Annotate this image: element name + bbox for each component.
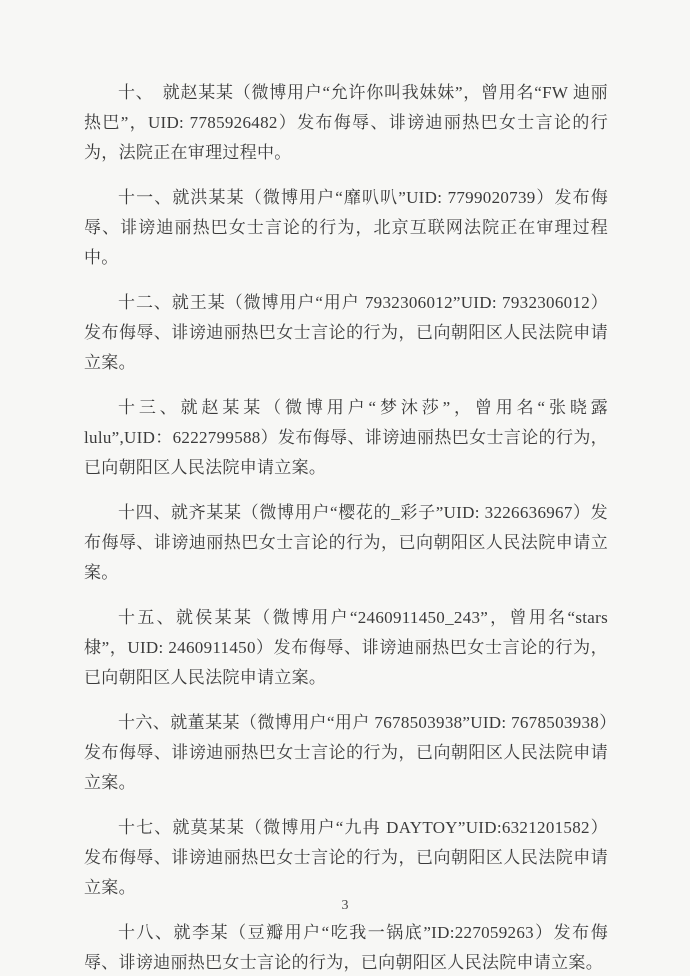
- list-item-14: 十四、就齐某某（微博用户“樱花的_彩子”UID: 3226636967）发布侮辱、诽谤迪丽热巴女士言论的行为，已向朝阳区人民法院申请立案。: [84, 503, 608, 582]
- page-number: 3: [341, 898, 349, 913]
- list-item-17: 十七、就莫某某（微博用户“九冉 DAYTOY”UID:6321201582）发布侮辱、诽谤迪丽热巴女士言论的行为，已向朝阳区人民法院申请立案。: [84, 818, 608, 897]
- document-body: [84, 78, 608, 976]
- list-item-16: 十六、就董某某（微博用户“用户 7678503938”UID: 7678503938）发布侮辱、诽谤迪丽热巴女士言论的行为，已向朝阳区人民法院申请立案。: [84, 713, 608, 792]
- list-item-15: 十五、就侯某某（微博用户“2460911450_243”，曾用名“stars 棣”，UID: 2460911450）发布侮辱、诽谤迪丽热巴女士言论的行为，已向朝阳区人民法院申请立案。: [84, 608, 608, 687]
- list-item-18: 十八、就李某（豆瓣用户“吃我一锅底”ID:227059263）发布侮辱、诽谤迪丽热巴女士言论的行为，已向朝阳区人民法院申请立案。: [84, 923, 608, 972]
- list-item-11: 十一、就洪某某（微博用户“靡叭叭”UID: 7799020739）发布侮辱、诽谤迪丽热巴女士言论的行为，北京互联网法院正在审理过程中。: [84, 188, 608, 267]
- list-item-10: 十、 就赵某某（微博用户“允许你叫我妹妹”，曾用名“FW 迪丽热巴”，UID: 7785926482）发布侮辱、诽谤迪丽热巴女士言论的行为，法院正在审理过程中。: [84, 83, 608, 162]
- list-item-12: 十二、就王某（微博用户“用户 7932306012”UID: 7932306012）发布侮辱、诽谤迪丽热巴女士言论的行为，已向朝阳区人民法院申请立案。: [84, 293, 608, 372]
- list-item-13: 十三、就赵某某（微博用户“梦沐莎”，曾用名“张晓露 lulu”,UID：6222799588）发布侮辱、诽谤迪丽热巴女士言论的行为，已向朝阳区人民法院申请立案。: [84, 398, 608, 477]
